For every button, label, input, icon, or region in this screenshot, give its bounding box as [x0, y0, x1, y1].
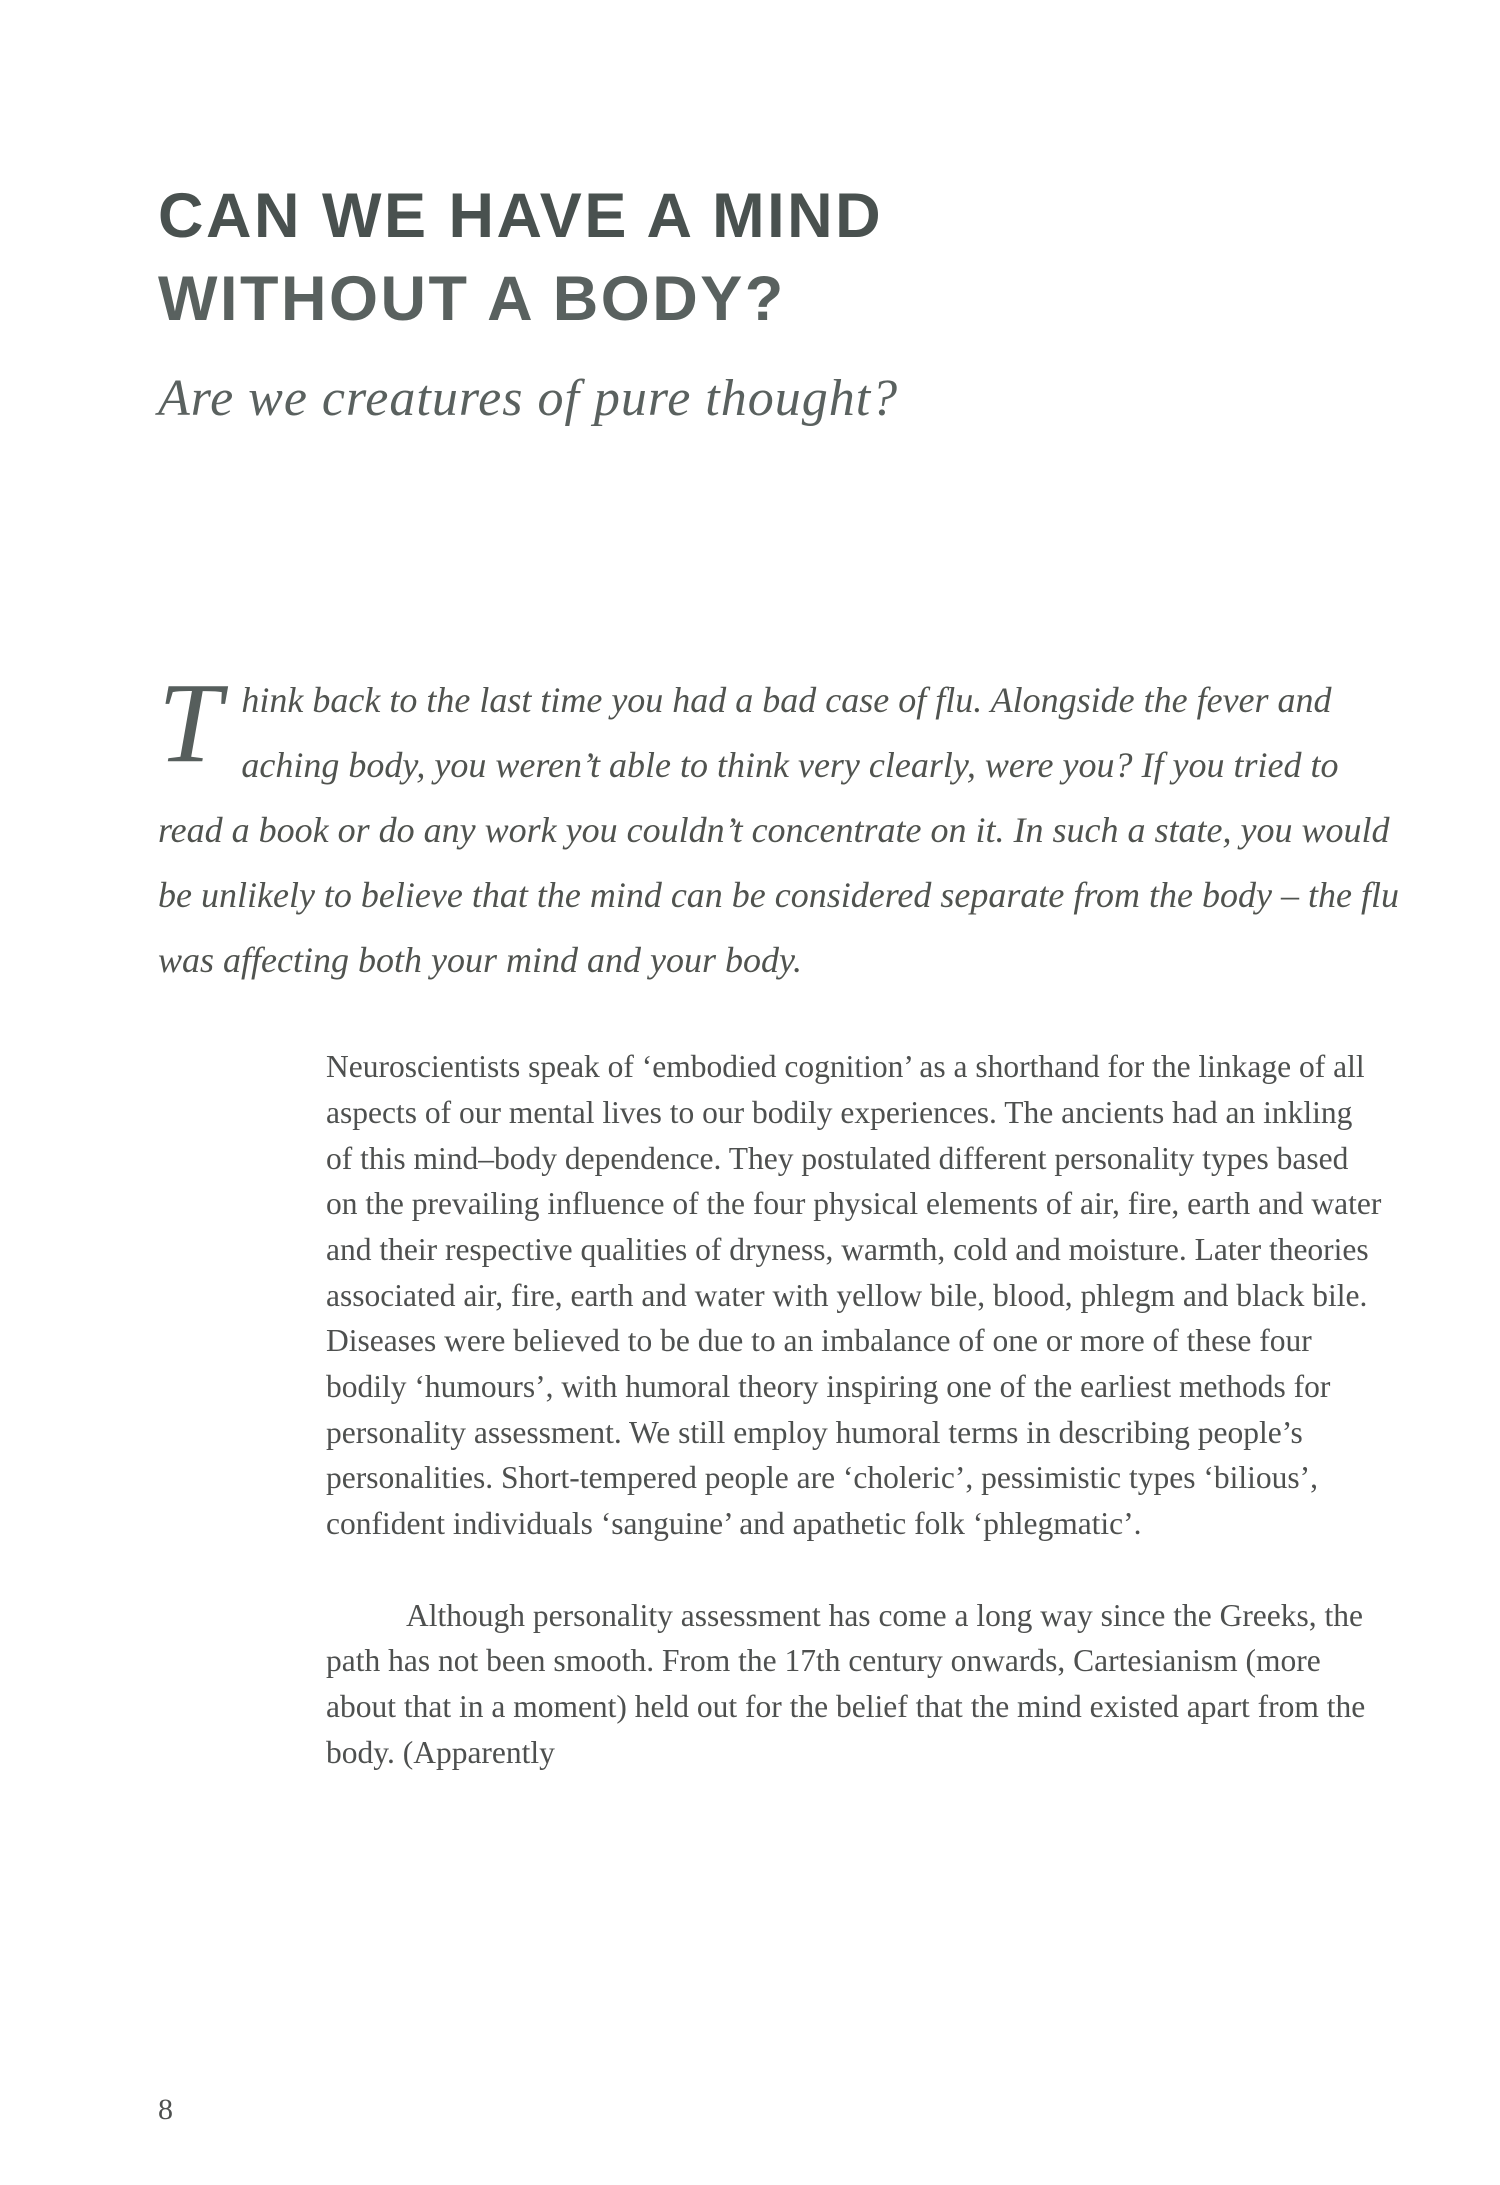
lead-paragraph — [158, 659, 1400, 992]
chapter-title-line1: CAN WE HAVE A MIND — [158, 181, 884, 251]
chapter-title — [158, 175, 1400, 341]
drop-cap: T — [158, 659, 222, 787]
chapter-title-line2: WITHOUT A BODY? — [158, 264, 786, 335]
chapter-subtitle: Are we creatures of pure thought? — [158, 370, 899, 428]
body-paragraph-2: Although personality assessment has come a long way since the Greeks, the path has not been smooth. From the 17th century onwards, Cartesianism (more about that in a moment) held out for the belief that the mind existed apart from the body. (Apparently — [326, 1597, 1366, 1770]
body-column — [326, 1044, 1386, 1775]
lead-paragraph-text: hink back to the last time you had a bad case of flu. Alongside the fever and aching body, you weren’t able to think very clearly, were you? If you tried to read a book or do any work you couldn’t concentrate on it. In such a state, you would be unlikely to believe that the mind can be considered separate from the body – the flu was affecting both your mind and your body. — [158, 680, 1399, 980]
body-paragraph-1: Neuroscientists speak of ‘embodied cognition’ as a shorthand for the linkage of all aspects of our mental lives to our bodily experiences. The ancients had an inkling of this mind–body dependence. They postulated different personality types based on the prevailing influence of the four physical elements of air, fire, earth and water and their respective qualities of dryness, warmth, cold and moisture. Later theories associated air, fire, earth and water with yellow bile, blood, phlegm and black bile. Diseases were believed to be due to an imbalance of one or more of these four bodily ‘humours’, with humoral theory inspiring one of the earliest methods for personality assessment. We still employ humoral terms in describing people’s personalities. Short-tempered people are ‘choleric’, pessimistic types ‘bilious’, confident individuals ‘sanguine’ and apathetic folk ‘phlegmatic’. — [326, 1049, 1382, 1542]
page-number: 8 — [158, 2093, 173, 2126]
